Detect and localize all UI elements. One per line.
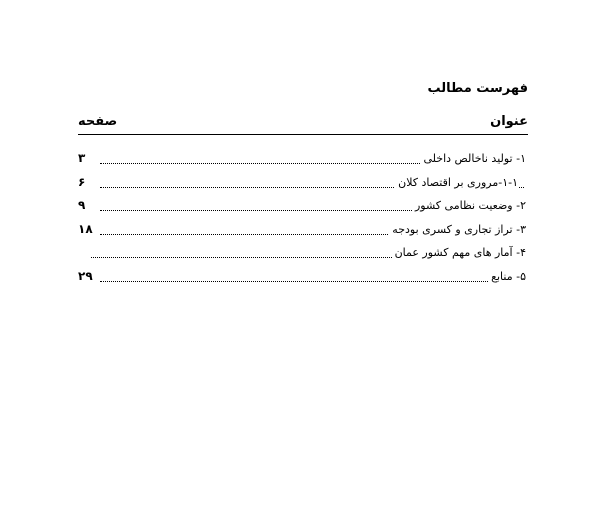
- toc-entry[interactable]: [78, 221, 528, 245]
- toc-entry[interactable]: [78, 197, 528, 221]
- header-divider: [78, 134, 528, 135]
- table-of-contents: [78, 80, 528, 291]
- toc-entry-text: ۵- منابع: [488, 270, 526, 284]
- toc-header: [78, 112, 528, 132]
- toc-entry[interactable]: [78, 244, 528, 268]
- toc-entry-text: ۳- تراز تجاری و کسری بودجه: [389, 223, 526, 237]
- toc-entry-page: ۲۹: [78, 268, 93, 283]
- toc-entry-page: ۳: [78, 151, 86, 165]
- toc-entry-text: ۱-۱-مروری بر اقتصاد کلان: [395, 176, 518, 190]
- toc-entry-page: ۹: [78, 198, 86, 212]
- column-title-label: عنوان: [490, 114, 528, 129]
- column-page-label: صفحه: [78, 114, 118, 129]
- toc-entry[interactable]: [78, 150, 528, 174]
- dot-leader: [100, 281, 524, 282]
- toc-entry-page: ۶: [78, 174, 86, 189]
- toc-entry-text: ۱- تولید ناخالص داخلی: [420, 152, 526, 166]
- toc-entry-text: ۴- آمار های مهم کشور عمان: [392, 246, 526, 260]
- toc-entry-page: ۱۸: [78, 221, 93, 236]
- toc-entry-text: ۲- وضعیت نظامی کشور: [412, 199, 526, 213]
- toc-title: فهرست مطالب: [427, 81, 528, 96]
- toc-entry[interactable]: [78, 174, 528, 198]
- toc-entries: [78, 150, 528, 291]
- toc-entry[interactable]: [78, 268, 528, 292]
